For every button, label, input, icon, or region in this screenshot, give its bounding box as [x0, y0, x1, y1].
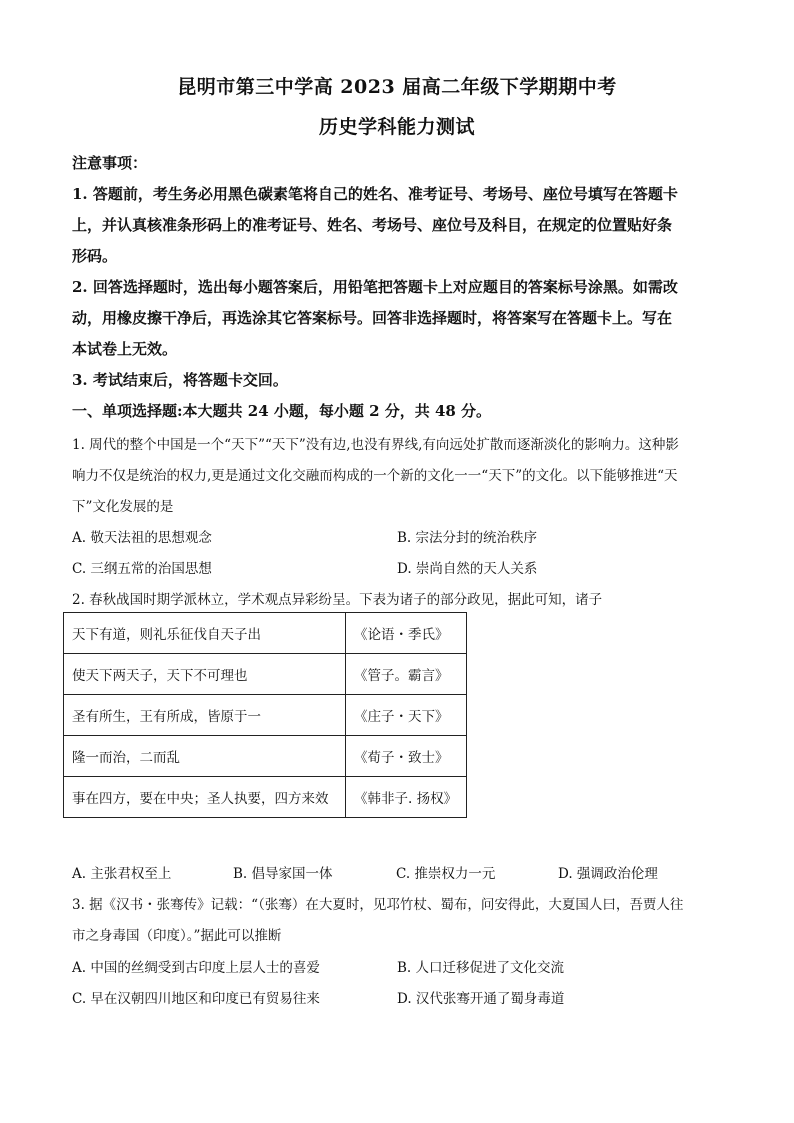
q2-option-a: A. 主张君权至上 — [72, 866, 172, 882]
source-cell: 《韩非子. 扬权》 — [346, 777, 467, 818]
q3-option-a: A. 中国的丝绸受到古印度上层人士的喜爱 — [72, 960, 320, 976]
notice-heading: 注意事项： — [72, 154, 148, 172]
question-3-stem: 市之身毒国（印度）。”据此可以推断 — [72, 928, 282, 944]
notice-line: 本试卷上无效。 — [72, 340, 178, 358]
question-3-stem: 3. 据《汉书・张骞传》记载：“（张骞）在大夏时，见邛竹杖、蜀布，问安得此，大夏国人曰，吾贾人往 — [72, 897, 684, 913]
q2-option-c: C. 推崇权力一元 — [396, 866, 496, 882]
quotes-table — [63, 612, 467, 818]
notice-line: 动，用橡皮擦干净后，再选涂其它答案标号。回答非选择题时，将答案写在答题卡上。写在 — [72, 309, 673, 327]
table-row — [64, 736, 467, 777]
quote-cell: 隆一而治，二而乱 — [64, 736, 346, 777]
q3-option-b: B. 人口迁移促进了文化交流 — [397, 960, 565, 976]
q3-option-d: D. 汉代张骞开通了蜀身毒道 — [397, 991, 565, 1007]
source-cell: 《荀子・致士》 — [346, 736, 467, 777]
table-row — [64, 777, 467, 818]
table-row — [64, 613, 467, 654]
exam-subtitle: 历史学科能力测试 — [318, 116, 475, 138]
question-1-stem: 1. 周代的整个中国是一个“天下”“天下”没有边,也没有界线,有向远处扩散而逐渐淡化的影响力。这种影 — [72, 437, 679, 453]
q2-option-d: D. 强调政治伦理 — [558, 866, 658, 882]
quote-cell: 天下有道，则礼乐征伐自天子出 — [64, 613, 346, 654]
q3-option-c: C. 早在汉朝四川地区和印度已有贸易往来 — [72, 991, 320, 1007]
q1-option-a: A. 敬天法祖的思想观念 — [72, 530, 212, 546]
table-row — [64, 695, 467, 736]
quote-cell: 使天下两天子，天下不可理也 — [64, 654, 346, 695]
notice-line: 上，并认真核准条形码上的准考证号、姓名、考场号、座位号及科目，在规定的位置贴好条 — [72, 216, 673, 234]
source-cell: 《庄子・天下》 — [346, 695, 467, 736]
source-cell: 《论语・季氏》 — [346, 613, 467, 654]
question-2-stem: 2. 春秋战国时期学派林立，学术观点异彩纷呈。下表为诸子的部分政见，据此可知，诸子 — [72, 592, 603, 608]
q1-option-b: B. 宗法分封的统治秩序 — [397, 530, 538, 546]
notice-line: 2. 回答选择题时，选出每小题答案后，用铅笔把答题卡上对应题目的答案标号涂黑。如需改 — [72, 278, 678, 296]
notice-line: 1. 答题前，考生务必用黑色碳素笔将自己的姓名、准考证号、考场号、座位号填写在答题卡 — [72, 185, 678, 203]
exam-title: 昆明市第三中学高 2023 届高二年级下学期期中考 — [177, 76, 617, 98]
table-row — [64, 654, 467, 695]
question-1-stem: 响力不仅是统治的权力,更是通过文化交融而构成的一个新的文化一一“天下”的文化。以下能够推进“天 — [72, 468, 678, 484]
source-cell: 《管子。霸言》 — [346, 654, 467, 695]
q1-option-c: C. 三纲五常的治国思想 — [72, 561, 212, 577]
quote-cell: 圣有所生，王有所成，皆原于一 — [64, 695, 346, 736]
notice-line: 形码。 — [72, 247, 118, 265]
section-heading: 一、单项选择题:本大题共 24 小题，每小题 2 分，共 48 分。 — [72, 402, 492, 420]
notice-line: 3. 考试结束后，将答题卡交回。 — [72, 371, 288, 389]
quote-cell: 事在四方，要在中央；圣人执要，四方来效 — [64, 777, 346, 818]
question-1-stem: 下”文化发展的是 — [72, 499, 174, 515]
q1-option-d: D. 崇尚自然的天人关系 — [397, 561, 538, 577]
q2-option-b: B. 倡导家国一体 — [233, 866, 333, 882]
